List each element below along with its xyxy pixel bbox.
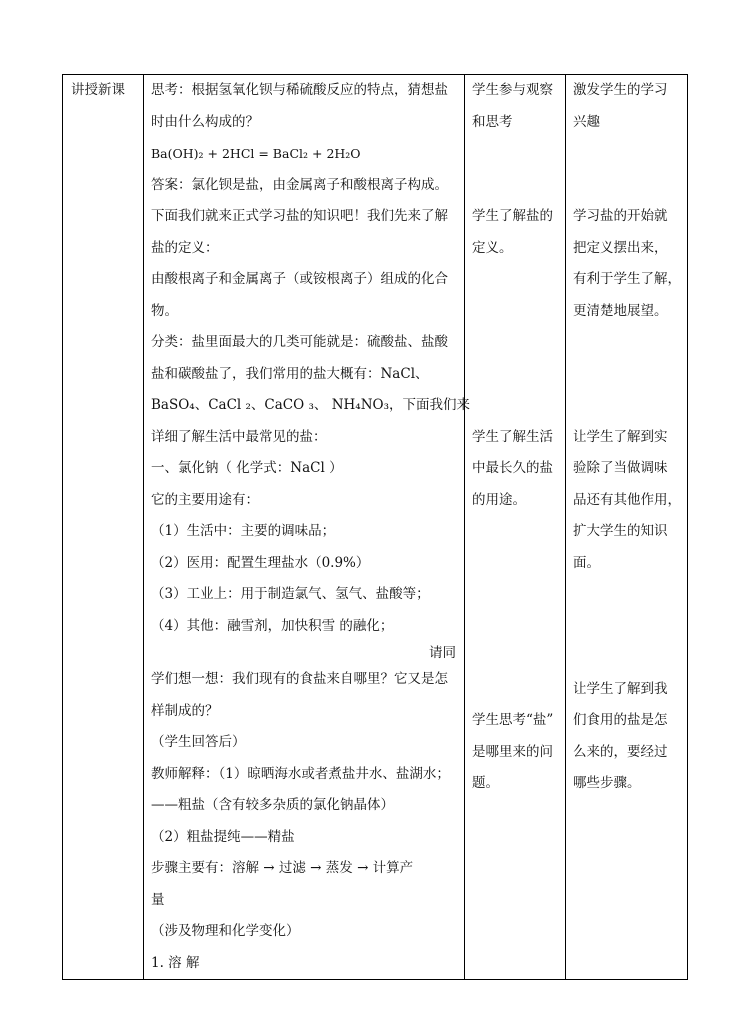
content-line: ——粗盐（含有较多杂质的氯化钠晶体） (151, 797, 394, 813)
intent-line: 们食用的盐是怎 (573, 712, 668, 728)
content-line: 时由什么构成的？ (151, 113, 259, 130)
intent-line: 验除了当做调味 (573, 460, 668, 476)
content-line: 思考：根据氢氧化钡与稀硫酸反应的特点，猜想盐 (151, 82, 448, 98)
activity-line: 和思考 (472, 113, 513, 130)
list-item: （3）工业上：用于制造氯气、氢气、盐酸等； (151, 586, 430, 602)
list-item: （1）生活中：主要的调味品； (151, 523, 336, 539)
list-item: （4）其他：融雪剂，加快积雪 的融化； (151, 617, 394, 634)
intent-line: 扩大学生的知识 (573, 523, 668, 539)
intent-line: 哪些步骤。 (573, 775, 641, 791)
table-row (63, 75, 688, 980)
section-label: 讲授新课 (71, 82, 125, 98)
intent-line: 把定义摆出来， (573, 239, 668, 256)
content-line: 分类：盐里面最大的几类可能就是：硫酸盐、盐酸 (151, 334, 448, 350)
content-line: 教师解释：（1）晾晒海水或者煮盐井水、盐湖水； (151, 765, 450, 782)
content-line: （2）粗盐提纯——精盐 (151, 828, 295, 845)
intent-line: 兴趣 (573, 113, 600, 130)
activity-line: 是哪里来的问 (472, 743, 553, 760)
content-line: 量 (151, 891, 165, 908)
design-intent-cell (566, 75, 688, 980)
activity-line: 学生了解盐的 (472, 208, 553, 224)
content-line: （涉及物理和化学变化） (151, 923, 300, 939)
intent-line: 面。 (573, 554, 600, 571)
content-line: 答案：氯化钡是盐，由金属离子和酸根离子构成。 (151, 176, 448, 193)
content-line: 盐和碳酸盐了，我们常用的盐大概有：NaCl、 (151, 365, 429, 382)
activity-line: 的用途。 (472, 491, 526, 508)
content-line: 学们想一想：我们现有的食盐来自哪里？它又是怎 (151, 671, 448, 687)
content-line: 由酸根离子和金属离子（或铵根离子）组成的化合 (151, 271, 448, 287)
content-line: 下面我们就来正式学习盐的知识吧！我们先来了解 (151, 208, 448, 224)
content-line: 步骤主要有：溶解 → 过滤 → 蒸发 → 计算产 (151, 860, 414, 876)
content-line: （学生回答后） (151, 734, 246, 750)
chemical-equation: Ba(OH)₂ + 2HCl = BaCl₂ + 2H₂O (151, 146, 361, 161)
section-heading: 一、氯化钠（ 化学式：NaCl ） (151, 460, 343, 476)
content-line: 样制成的？ (151, 702, 219, 719)
intent-line: 更清楚地展望。 (573, 302, 668, 319)
teaching-content-cell (144, 75, 470, 980)
intent-line: 激发学生的学习 (573, 82, 668, 98)
intent-line: 让学生了解到我 (573, 680, 668, 697)
activity-line: 学生思考“盐” (472, 712, 554, 728)
activity-line: 题。 (472, 775, 499, 791)
activity-line: 中最长久的盐 (472, 460, 553, 476)
lesson-table (62, 74, 688, 980)
intent-line: 有利于学生了解， (573, 271, 681, 287)
content-line: 它的主要用途有： (151, 491, 259, 508)
activity-line: 学生参与观察 (472, 82, 553, 98)
intent-line: 品还有其他作用， (573, 491, 681, 508)
student-activity-cell (465, 75, 566, 980)
content-line: 请同 (429, 645, 456, 661)
activity-line: 学生了解生活 (472, 428, 553, 445)
intent-line: 学习盐的开始就 (573, 208, 668, 224)
content-line: BaSO₄、CaCl ₂、CaCO ₃、 NH₄NO₃，下面我们来 (151, 397, 470, 413)
content-line: 1. 溶 解 (151, 954, 200, 971)
content-line: 物。 (151, 302, 178, 319)
content-line: 盐的定义： (151, 239, 219, 256)
content-line: 详细了解生活中最常见的盐： (151, 428, 327, 445)
intent-line: 么来的，要经过 (573, 743, 668, 760)
section-cell (63, 75, 144, 980)
activity-line: 定义。 (472, 239, 513, 256)
intent-line: 让学生了解到实 (573, 428, 668, 445)
list-item: （2）医用：配置生理盐水（0.9%） (151, 554, 370, 571)
